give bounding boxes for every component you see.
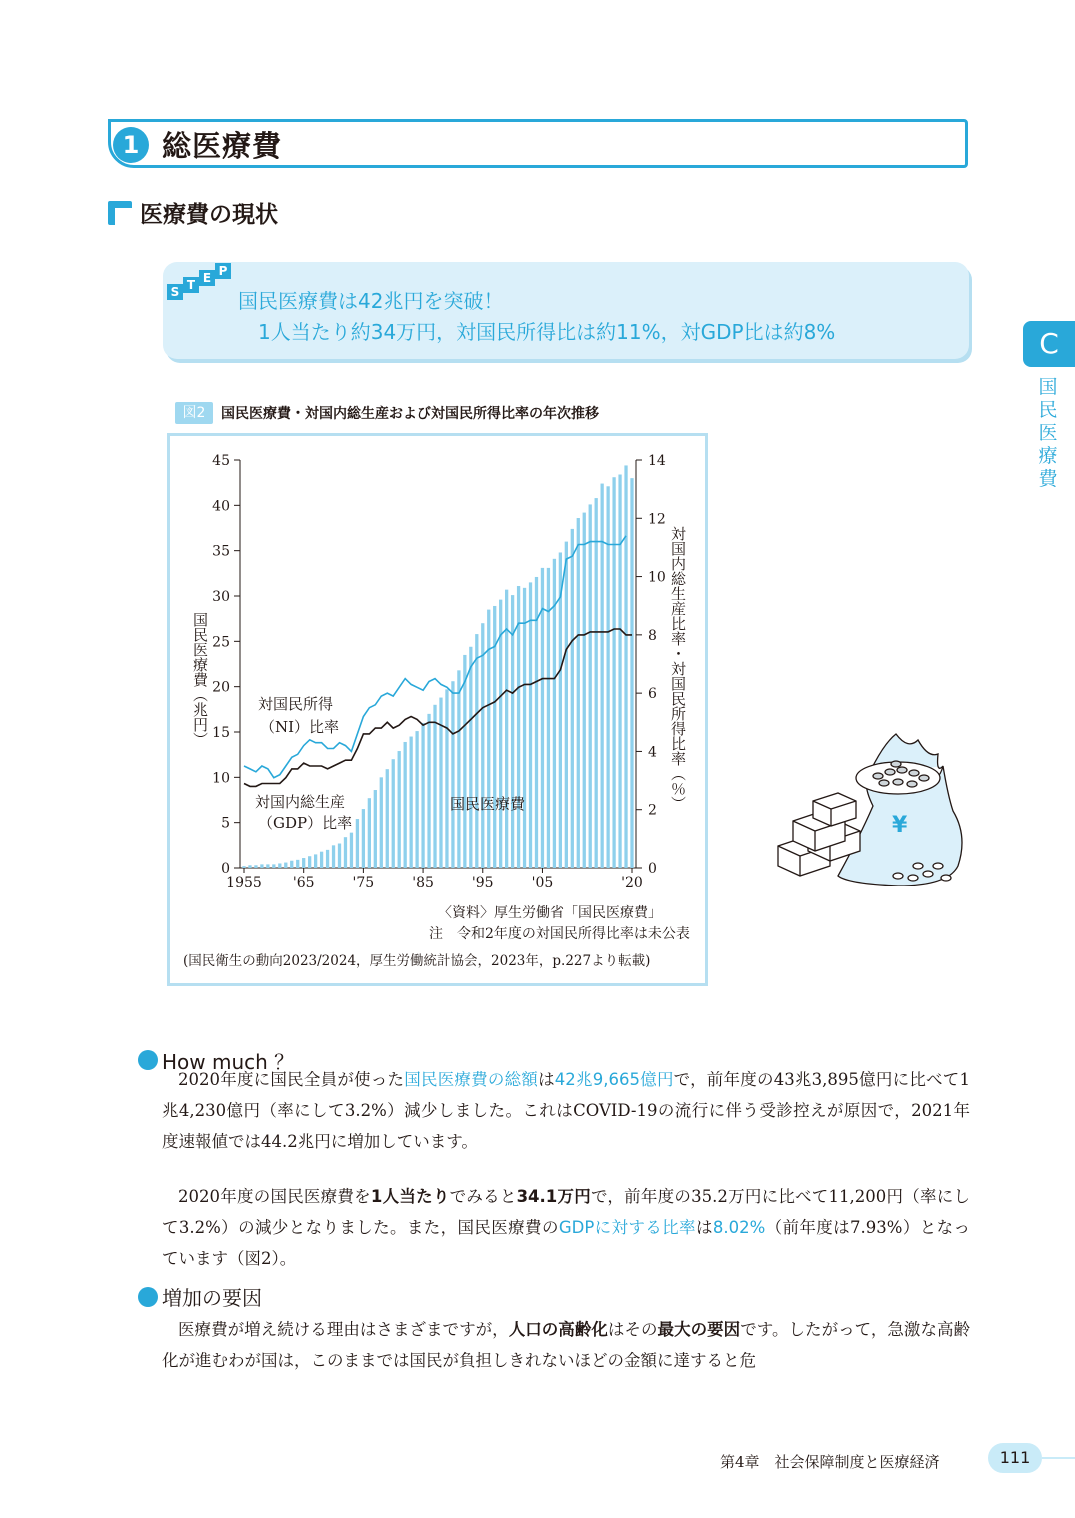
x-tick-label: '85: [412, 875, 434, 891]
bar-1979: [386, 769, 389, 868]
figure-source: 〈資料〉厚生労働省「国民医療費」: [438, 905, 662, 921]
how-much-p2-segment-2: でみると: [449, 1187, 517, 1206]
y2-tick-label: 14: [648, 453, 666, 469]
increase-p1-segment-3: 最大の要因: [657, 1320, 741, 1339]
bar-2009: [565, 542, 568, 868]
y-tick-label: 30: [212, 589, 230, 605]
bar-1982: [404, 742, 407, 868]
step-letter-p: P: [215, 263, 231, 279]
step-letter-e: E: [199, 270, 215, 286]
bar-1994: [475, 634, 478, 868]
chapter-side-label: 国民医療費: [1038, 376, 1058, 490]
bar-1998: [499, 600, 502, 868]
x-tick-label: '65: [292, 875, 315, 891]
how-much-p2-segment-7: 8.02%: [712, 1218, 766, 1237]
how-much-p2-segment-6: は: [695, 1218, 713, 1237]
increase-p1-segment-2: はその: [607, 1320, 658, 1339]
y-tick-label: 20: [212, 679, 230, 696]
page-number: 111: [988, 1443, 1042, 1473]
bar-1966: [308, 856, 311, 868]
bar-2017: [612, 477, 615, 868]
y-tick-label: 25: [212, 634, 230, 651]
heading-bullet-icon: [138, 1050, 158, 1070]
bar-1972: [344, 837, 347, 868]
increase-paragraph-1: [162, 1314, 970, 1376]
heading-bullet-icon-2: [138, 1287, 158, 1307]
chart: [170, 436, 705, 906]
bar-1975: [362, 809, 365, 868]
increase-p1-segment-0: 医療費が増え続ける理由はさまざまですが，: [178, 1320, 509, 1339]
increase-p1-segment-1: 人口の高齢化: [508, 1320, 608, 1339]
how-much-p1-segment-4: で，前年度の43兆3,895億円に比べて1兆4,230億円（率にして3.2%）減少しました。これはCOVID-19の流行に伴う受診控えが原因で，2021年度速報値では44.2兆円に増加しています。: [162, 1070, 970, 1151]
chapter-side-tab[interactable]: C: [1023, 321, 1075, 367]
gdp-annotation-2: （GDP）比率: [258, 814, 353, 832]
bar-1986: [427, 714, 430, 868]
bar-1987: [433, 705, 436, 868]
bar-2010: [571, 529, 574, 868]
y-tick-label: 40: [212, 498, 230, 515]
x-tick-label: '20: [621, 875, 643, 891]
bar-1959: [266, 864, 269, 868]
ni-annotation: 対国民所得: [258, 695, 334, 713]
bar-1967: [314, 854, 317, 868]
bar-1957: [254, 865, 257, 868]
y2-tick-label: 6: [648, 686, 657, 703]
how-much-p2-segment-1: 1人当たり: [370, 1187, 450, 1206]
section-title: 総医療費: [162, 129, 283, 163]
bar-1960: [272, 864, 275, 868]
y2-tick-label: 12: [648, 511, 666, 528]
bar-2012: [583, 513, 586, 868]
how-much-p1-segment-3: 42兆9,665億円: [554, 1070, 674, 1089]
y2-tick-label: 2: [648, 802, 657, 819]
how-much-paragraph-2: [162, 1181, 970, 1274]
y-tick-label: 10: [212, 770, 230, 787]
how-much-p2-segment-0: 2020年度の国民医療費を: [178, 1187, 371, 1206]
bar-1958: [260, 864, 263, 868]
bar-1985: [421, 723, 424, 868]
bar-2002: [523, 588, 526, 868]
y2-tick-label: 4: [648, 744, 657, 761]
y-tick-label: 45: [212, 453, 230, 469]
x-tick-label: '05: [531, 875, 554, 891]
bar-1973: [350, 833, 353, 868]
bar-1999: [505, 590, 508, 868]
step-letter-t: T: [183, 277, 199, 293]
bars-annotation: 国民医療費: [450, 795, 526, 813]
footer-rule: [1042, 1457, 1075, 1459]
bar-1955: [242, 866, 245, 868]
bar-1962: [284, 863, 287, 868]
y-tick-label: 35: [212, 543, 230, 560]
bar-1984: [415, 731, 418, 868]
y-axis-label: 国民医療費（兆円）: [191, 612, 209, 747]
bar-1964: [296, 860, 299, 868]
footer-chapter: 第4章 社会保障制度と医療経済: [720, 1453, 940, 1471]
section-number: 1: [113, 127, 149, 163]
figure-badge: 図2: [175, 402, 213, 424]
step-line-2: 1人当たり約34万円，対国民所得比は約11%，対GDP比は約8%: [258, 320, 836, 344]
figure-note: 注 令和2年度の対国民所得比率は未公表: [429, 926, 690, 942]
y2-tick-label: 8: [648, 627, 657, 644]
bar-1970: [332, 845, 335, 868]
bar-1992: [463, 655, 466, 868]
step-line-1: 国民医療費は42兆円を突破！: [238, 289, 504, 313]
y-tick-label: 15: [212, 725, 230, 741]
bar-2001: [517, 586, 520, 868]
y2-tick-label: 10: [648, 569, 666, 586]
bar-2014: [595, 498, 598, 868]
bar-2003: [529, 582, 532, 868]
ni-annotation-2: （NI）比率: [260, 718, 340, 736]
bar-1976: [368, 798, 371, 868]
increase-heading: 増加の要因: [162, 1286, 262, 1310]
y-tick-label: 0: [221, 861, 230, 877]
how-much-p2-segment-8: （前年度は7.93%）となっています（図2）。: [162, 1218, 971, 1268]
subsection-marker-icon: [108, 201, 132, 225]
x-tick-label: '75: [352, 875, 375, 891]
x-tick-label: 1955: [226, 875, 262, 891]
step-letter-s: S: [167, 284, 183, 300]
bar-1974: [356, 819, 359, 868]
bar-2019: [624, 465, 627, 868]
bar-1981: [398, 751, 401, 868]
how-much-p2-segment-5: GDPに対する比率: [558, 1218, 696, 1237]
bar-1971: [338, 844, 341, 868]
bar-1990: [451, 681, 454, 868]
how-much-paragraph-1: [162, 1064, 970, 1157]
bar-2011: [577, 518, 580, 868]
money-bag-illustration-icon: [768, 726, 968, 886]
how-much-p1-segment-1: 国民医療費の総額: [404, 1070, 539, 1089]
bar-1968: [320, 852, 323, 868]
bar-2005: [541, 568, 544, 868]
how-much-p2-segment-3: 34.1万円: [516, 1187, 591, 1206]
bar-1963: [290, 861, 293, 868]
bar-1980: [392, 759, 395, 868]
bar-1978: [380, 777, 383, 868]
how-much-p1-segment-0: 2020年度に国民全員が使った: [178, 1070, 405, 1089]
bar-1995: [481, 623, 484, 868]
how-much-p2-segment-4: で，前年度の35.2万円に比べて11,200円（率にして3.2%）の減少となりました。また，国民医療費の: [162, 1187, 970, 1237]
y-tick-label: 5: [221, 815, 230, 832]
y2-tick-label: 0: [648, 861, 657, 877]
bar-1989: [445, 689, 448, 868]
bar-2006: [547, 568, 550, 868]
how-much-p1-segment-2: は: [538, 1070, 555, 1089]
bar-1961: [278, 863, 281, 868]
bar-1991: [457, 670, 460, 868]
subsection-title: 医療費の現状: [140, 202, 278, 228]
increase-p1-segment-4: です。したがって，急激な高齢化が進むわが国は，このままでは国民が負担しきれないほどの金額に達すると危: [162, 1320, 971, 1370]
bar-1969: [326, 850, 329, 868]
bar-2018: [618, 475, 621, 868]
bar-1993: [469, 647, 472, 868]
bar-1988: [439, 698, 442, 868]
bar-2020: [630, 478, 633, 868]
bar-1956: [248, 865, 251, 868]
svg-text:¥: ¥: [892, 813, 908, 838]
how-much-heading: How much ？: [162, 1050, 295, 1074]
figure-title: 国民医療費・対国内総生産および対国民所得比率の年次推移: [221, 406, 599, 422]
bar-1965: [302, 858, 305, 868]
figure-citation: (国民衛生の動向2023/2024，厚生労働統計協会，2023年，p.227より転載): [183, 953, 651, 969]
bar-1983: [409, 737, 412, 868]
y2-axis-label: 対国内総生産比率・対国民所得比率（％）: [669, 526, 687, 811]
x-tick-label: '95: [471, 875, 494, 891]
bar-2013: [589, 504, 592, 868]
bar-1977: [374, 790, 377, 868]
gdp-annotation: 対国内総生産: [255, 793, 346, 811]
